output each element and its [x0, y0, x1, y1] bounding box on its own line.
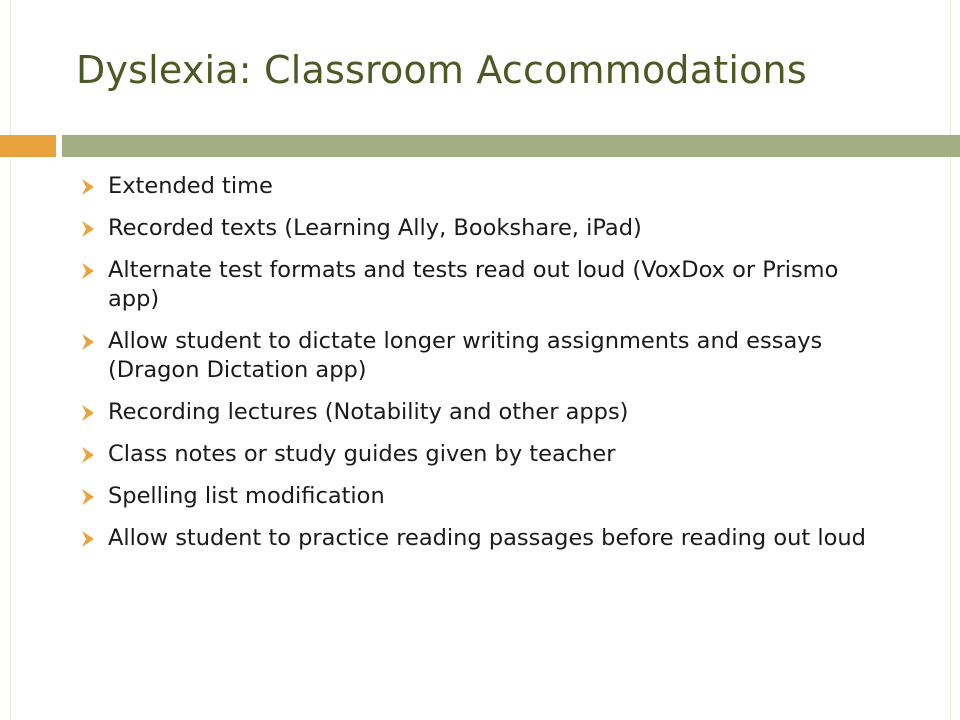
bullet-text: Allow student to dictate longer writing assignments and essays (Dragon Dictation app) [108, 328, 823, 383]
arrowhead-right-icon [80, 332, 96, 352]
list-item [80, 398, 880, 427]
bullet-text: Alternate test formats and tests read out loud (VoxDox or Prismo app) [108, 257, 839, 312]
arrowhead-right-icon [80, 445, 96, 465]
list-item [80, 482, 880, 511]
slide-title: Dyslexia: Classroom Accommodations [76, 48, 807, 92]
arrowhead-right-icon [80, 487, 96, 507]
arrowhead-right-icon [80, 219, 96, 239]
bullet-text: Allow student to practice reading passages before reading out loud [108, 525, 866, 551]
green-accent-bar [62, 135, 960, 157]
right-edge-line [950, 0, 951, 720]
list-item [80, 214, 880, 243]
bullet-text: Extended time [108, 173, 273, 199]
arrowhead-right-icon [80, 529, 96, 549]
list-item [80, 524, 880, 553]
arrowhead-right-icon [80, 177, 96, 197]
list-item [80, 440, 880, 469]
bullet-text: Class notes or study guides given by teacher [108, 441, 616, 467]
bullet-text: Recording lectures (Notability and other apps) [108, 399, 629, 425]
bullet-list [80, 172, 880, 566]
list-item [80, 172, 880, 201]
orange-accent-bar [0, 135, 56, 157]
list-item [80, 327, 880, 385]
arrowhead-right-icon [80, 261, 96, 281]
bullet-text: Recorded texts (Learning Ally, Bookshare, iPad) [108, 215, 642, 241]
bullet-text: Spelling list modification [108, 483, 385, 509]
arrowhead-right-icon [80, 403, 96, 423]
left-edge-line [10, 0, 11, 720]
list-item [80, 256, 880, 314]
